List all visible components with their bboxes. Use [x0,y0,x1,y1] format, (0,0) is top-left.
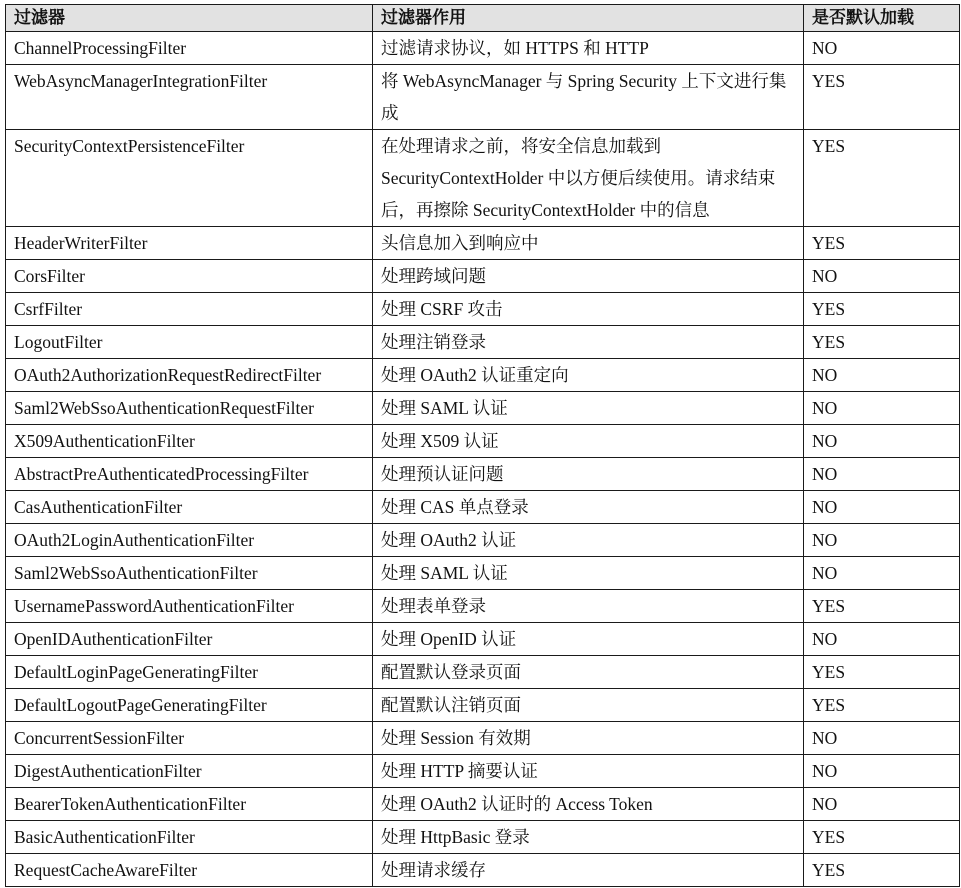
filter-purpose: 处理 X509 认证 [373,425,804,458]
table-row [6,755,960,788]
table-row [6,656,960,689]
table-row [6,425,960,458]
default-loaded: NO [804,491,960,524]
table-row [6,722,960,755]
filter-purpose: 头信息加入到响应中 [373,227,804,260]
table-row [6,392,960,425]
default-loaded: NO [804,557,960,590]
table-row [6,130,960,227]
filter-purpose: 处理请求缓存 [373,854,804,887]
filter-purpose: 处理 OAuth2 认证重定向 [373,359,804,392]
default-loaded: NO [804,359,960,392]
table-row [6,65,960,130]
default-loaded: NO [804,458,960,491]
default-loaded: NO [804,788,960,821]
table-row [6,788,960,821]
filter-name: RequestCacheAwareFilter [6,854,373,887]
filter-purpose: 在处理请求之前，将安全信息加载到 SecurityContextHolder 中以方便后续使用。请求结束后，再擦除 SecurityContextHolder 中的信息 [373,130,804,227]
filter-name: OpenIDAuthenticationFilter [6,623,373,656]
filter-name: CorsFilter [6,260,373,293]
filter-purpose: 处理跨域问题 [373,260,804,293]
filter-purpose: 处理预认证问题 [373,458,804,491]
table-body [6,32,960,887]
table-row [6,326,960,359]
filters-table [5,4,960,887]
table-row [6,359,960,392]
filter-purpose: 过滤请求协议，如 HTTPS 和 HTTP [373,32,804,65]
filter-name: Saml2WebSsoAuthenticationFilter [6,557,373,590]
filter-purpose: 处理 Session 有效期 [373,722,804,755]
filter-purpose: 处理 OpenID 认证 [373,623,804,656]
filter-name: ConcurrentSessionFilter [6,722,373,755]
default-loaded: YES [804,590,960,623]
filter-name: AbstractPreAuthenticatedProcessingFilter [6,458,373,491]
default-loaded: NO [804,524,960,557]
default-loaded: YES [804,326,960,359]
filter-purpose: 处理 SAML 认证 [373,392,804,425]
default-loaded: YES [804,293,960,326]
default-loaded: NO [804,425,960,458]
filter-purpose: 处理 OAuth2 认证时的 Access Token [373,788,804,821]
filter-name: OAuth2LoginAuthenticationFilter [6,524,373,557]
default-loaded: YES [804,227,960,260]
filter-name: DigestAuthenticationFilter [6,755,373,788]
table-row [6,557,960,590]
table-row [6,689,960,722]
filter-purpose: 配置默认注销页面 [373,689,804,722]
table-row [6,854,960,887]
default-loaded: YES [804,854,960,887]
filter-purpose: 处理 CSRF 攻击 [373,293,804,326]
table-row [6,227,960,260]
filter-purpose: 处理 HttpBasic 登录 [373,821,804,854]
filter-name: X509AuthenticationFilter [6,425,373,458]
filter-name: CasAuthenticationFilter [6,491,373,524]
filter-name: DefaultLoginPageGeneratingFilter [6,656,373,689]
default-loaded: YES [804,821,960,854]
filter-purpose: 处理表单登录 [373,590,804,623]
table-row [6,293,960,326]
filter-name: HeaderWriterFilter [6,227,373,260]
default-loaded: YES [804,689,960,722]
default-loaded: NO [804,392,960,425]
table-row [6,524,960,557]
table-row [6,491,960,524]
header-default-loaded: 是否默认加载 [804,5,960,32]
table-row [6,821,960,854]
filter-name: OAuth2AuthorizationRequestRedirectFilter [6,359,373,392]
table-row [6,32,960,65]
header-filter: 过滤器 [6,5,373,32]
filter-name: BasicAuthenticationFilter [6,821,373,854]
header-row [6,5,960,32]
filter-purpose: 处理注销登录 [373,326,804,359]
filter-name: UsernamePasswordAuthenticationFilter [6,590,373,623]
filter-purpose: 处理 OAuth2 认证 [373,524,804,557]
filter-name: Saml2WebSsoAuthenticationRequestFilter [6,392,373,425]
filter-purpose: 处理 HTTP 摘要认证 [373,755,804,788]
default-loaded: NO [804,722,960,755]
default-loaded: YES [804,656,960,689]
header-purpose: 过滤器作用 [373,5,804,32]
default-loaded: YES [804,65,960,130]
default-loaded: YES [804,130,960,227]
filter-name: BearerTokenAuthenticationFilter [6,788,373,821]
filter-name: DefaultLogoutPageGeneratingFilter [6,689,373,722]
table-row [6,260,960,293]
filter-name: CsrfFilter [6,293,373,326]
default-loaded: NO [804,32,960,65]
table-header [6,5,960,32]
table-row [6,623,960,656]
default-loaded: NO [804,260,960,293]
table-row [6,590,960,623]
filter-purpose: 将 WebAsyncManager 与 Spring Security 上下文进行集成 [373,65,804,130]
default-loaded: NO [804,755,960,788]
filter-purpose: 处理 CAS 单点登录 [373,491,804,524]
filter-name: ChannelProcessingFilter [6,32,373,65]
default-loaded: NO [804,623,960,656]
filter-name: LogoutFilter [6,326,373,359]
filter-purpose: 处理 SAML 认证 [373,557,804,590]
filter-name: SecurityContextPersistenceFilter [6,130,373,227]
filter-name: WebAsyncManagerIntegrationFilter [6,65,373,130]
document-page [5,4,959,887]
table-row [6,458,960,491]
filter-purpose: 配置默认登录页面 [373,656,804,689]
